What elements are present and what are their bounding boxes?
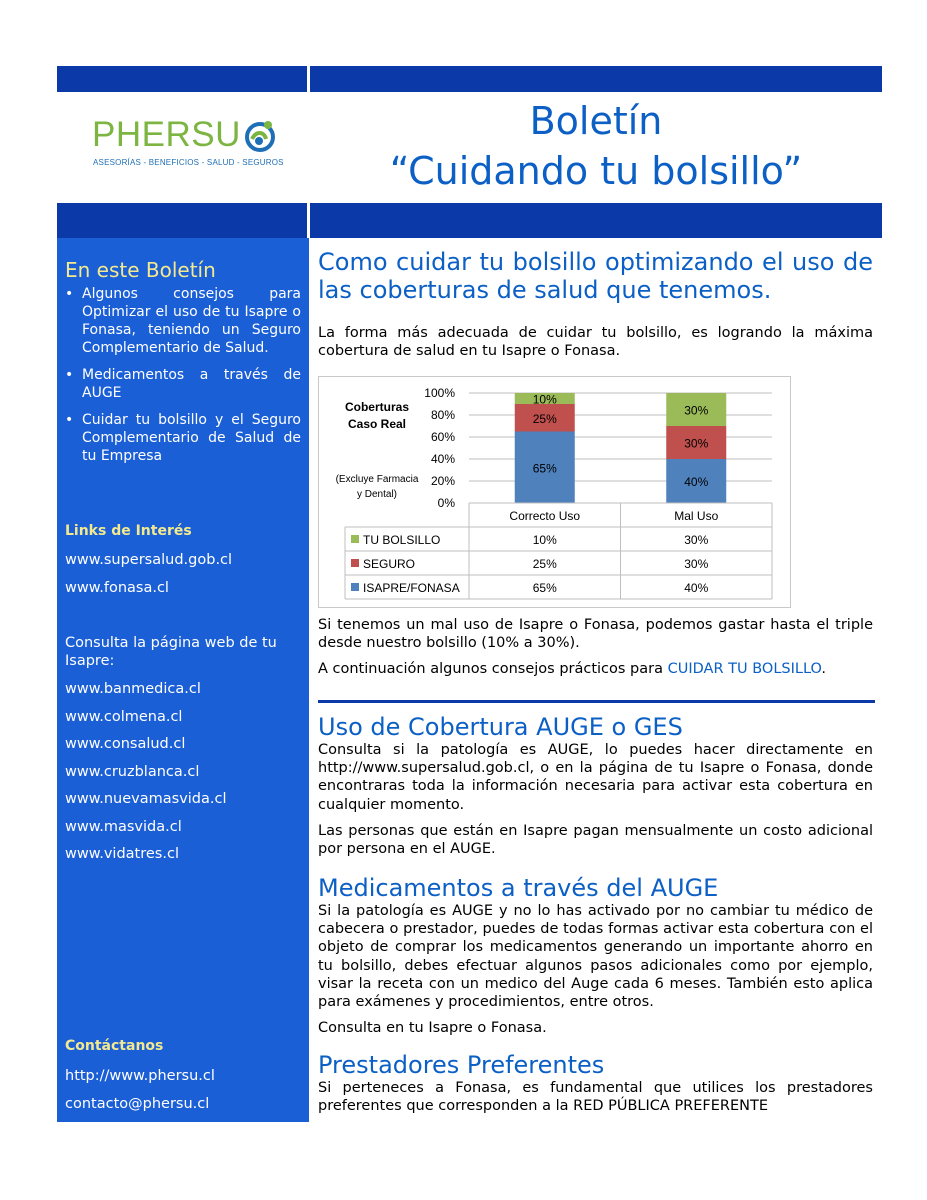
- logo-tagline: ASESORÍAS - BENEFICIOS - SALUD - SEGUROS: [93, 158, 284, 167]
- y-tick-label: 40%: [430, 452, 455, 466]
- tips-suffix: .: [821, 661, 826, 678]
- table-value: 30%: [684, 557, 709, 571]
- chart-title: Coberturas: [344, 400, 410, 414]
- section-divider: [318, 700, 875, 703]
- contents-item: • Medicamentos a través de AUGE: [65, 366, 301, 402]
- table-value: 40%: [684, 581, 709, 595]
- contact-list: [65, 1066, 215, 1121]
- y-tick-label: 0%: [437, 496, 455, 510]
- table-value: 30%: [684, 533, 709, 547]
- legend-label: SEGURO: [363, 557, 416, 571]
- legend-label: TU BOLSILLO: [363, 533, 441, 547]
- data-label: 40%: [684, 475, 709, 489]
- data-label: 25%: [532, 411, 557, 426]
- chart-subtitle: (Excluye Farmacia: [335, 474, 419, 485]
- contact-email-link[interactable]: contacto@phersu.cl: [65, 1095, 210, 1112]
- section-paragraph: Consulta si la patología es AUGE, lo puedes hacer directamente en http://www.supersalud.gob.cl, o en la página de tu Isapre o Fonasa, donde encontraras toda la información necesaria para activar esta cobertura en cualquier momento.: [318, 742, 873, 813]
- y-tick-label: 100%: [424, 386, 455, 400]
- legend-label: ISAPRE/FONASA: [363, 581, 460, 595]
- section-paragraph: Si la patología es AUGE y no lo has activado por no cambiar tu médico de cabecera o prestador, puedes de todas formas activar esta cobertura con el objeto de comprar los medicamentos generando un importante ahorro en tu bolsillo, debes efectuar algunos pasos adicionales como por ejemplo, visar la receta con un medico del Auge cada 6 meses. También esto aplica para exámenes y procedimientos, entre otros.: [318, 903, 873, 1011]
- contact-heading: Contáctanos: [65, 1038, 164, 1054]
- sidebar: [57, 238, 309, 1122]
- link-isapre[interactable]: www.colmena.cl: [65, 708, 183, 725]
- section-heading: Medicamentos a través del AUGE: [318, 874, 719, 902]
- tips-highlight: CUIDAR TU BOLSILLO: [667, 661, 822, 678]
- legend-swatch: [351, 583, 359, 591]
- link-isapre[interactable]: www.masvida.cl: [65, 818, 182, 835]
- chart-subtitle: y Dental): [356, 489, 398, 500]
- y-tick-label: 60%: [430, 430, 455, 444]
- section-paragraph: Las personas que están en Isapre pagan mensualmente un costo adicional por persona en el AUGE.: [318, 822, 873, 858]
- table-value: 10%: [532, 533, 557, 547]
- section-intro: La forma más adecuada de cuidar tu bolsillo, es logrando la máxima cobertura de salud en tu Isapre o Fonasa.: [318, 325, 873, 360]
- after-chart-text: Si tenemos un mal uso de Isapre o Fonasa, podemos gastar hasta el triple desde nuestro bolsillo (10% a 30%).: [318, 617, 873, 652]
- link-isapre[interactable]: www.nuevamasvida.cl: [65, 791, 227, 807]
- y-tick-label: 20%: [430, 474, 455, 488]
- link-isapre[interactable]: www.consalud.cl: [65, 736, 186, 752]
- section-heading: Como cuidar tu bolsillo optimizando el uso de las coberturas de salud que tenemos.: [318, 248, 873, 304]
- category-label: Mal Uso: [674, 509, 719, 523]
- tips-prefix: A continuación algunos consejos prácticos para: [318, 661, 668, 678]
- section-paragraph: Consulta en tu Isapre o Fonasa.: [318, 1020, 547, 1037]
- links-heading: Links de Interés: [65, 523, 192, 539]
- header-bottom-bar: [57, 203, 882, 238]
- title-line-1: Boletín: [529, 99, 663, 143]
- tips-text: [318, 660, 873, 678]
- data-label: 10%: [532, 392, 557, 407]
- coverage-chart: [318, 376, 791, 608]
- contents-item: • Algunos consejos para Optimizar el uso de tu Isapre o Fonasa, teniendo un Seguro Complementario de Salud.: [65, 285, 301, 357]
- table-value: 25%: [532, 557, 557, 571]
- logo-wordmark: PHERSU: [92, 115, 241, 154]
- section-providers: [318, 1051, 873, 1115]
- header-top-bar: [57, 66, 882, 92]
- data-label: 30%: [684, 436, 709, 451]
- link-supersalud[interactable]: www.supersalud.gob.cl: [65, 552, 233, 568]
- logo-figure-icon: [242, 117, 278, 157]
- links-list: [65, 550, 232, 605]
- chart-svg: [319, 377, 790, 607]
- link-fonasa[interactable]: www.fonasa.cl: [65, 579, 169, 596]
- isapre-note: Consulta la página web de tu Isapre:: [65, 635, 277, 669]
- section-auge: [318, 713, 873, 858]
- category-label: Correcto Uso: [509, 509, 581, 523]
- sidebar-heading: En este Boletín: [65, 258, 216, 282]
- section-heading: Uso de Cobertura AUGE o GES: [318, 713, 683, 741]
- legend-swatch: [351, 535, 359, 543]
- legend-swatch: [351, 559, 359, 567]
- contact-website-link[interactable]: http://www.phersu.cl: [65, 1068, 215, 1084]
- link-isapre[interactable]: www.vidatres.cl: [65, 846, 179, 862]
- data-label: 65%: [532, 461, 557, 476]
- bar-divider: [307, 203, 310, 238]
- bulletin-title: [310, 96, 882, 196]
- table-value: 65%: [532, 581, 557, 595]
- section-coverage: [318, 248, 873, 360]
- phersu-logo: [92, 115, 282, 175]
- chart-title: Caso Real: [347, 417, 407, 431]
- section-paragraph: Si perteneces a Fonasa, es fundamental que utilices los prestadores preferentes que corresponden a la RED PÚBLICA PREFERENTE: [318, 1080, 873, 1115]
- sidebar-contents-list: [65, 285, 301, 474]
- section-heading: Prestadores Preferentes: [318, 1051, 605, 1079]
- section-medicines: [318, 874, 873, 1037]
- contents-item: • Cuidar tu bolsillo y el Seguro Complementario de Salud de tu Empresa: [65, 411, 301, 465]
- bar-divider: [307, 66, 310, 92]
- link-isapre[interactable]: www.cruzblanca.cl: [65, 763, 200, 780]
- y-tick-label: 80%: [430, 408, 455, 422]
- data-label: 30%: [684, 403, 709, 418]
- isapre-links-list: [65, 679, 227, 872]
- link-isapre[interactable]: www.banmedica.cl: [65, 681, 201, 697]
- title-line-2: “Cuidando tu bolsillo”: [389, 149, 803, 193]
- section-coverage-text: [318, 616, 873, 679]
